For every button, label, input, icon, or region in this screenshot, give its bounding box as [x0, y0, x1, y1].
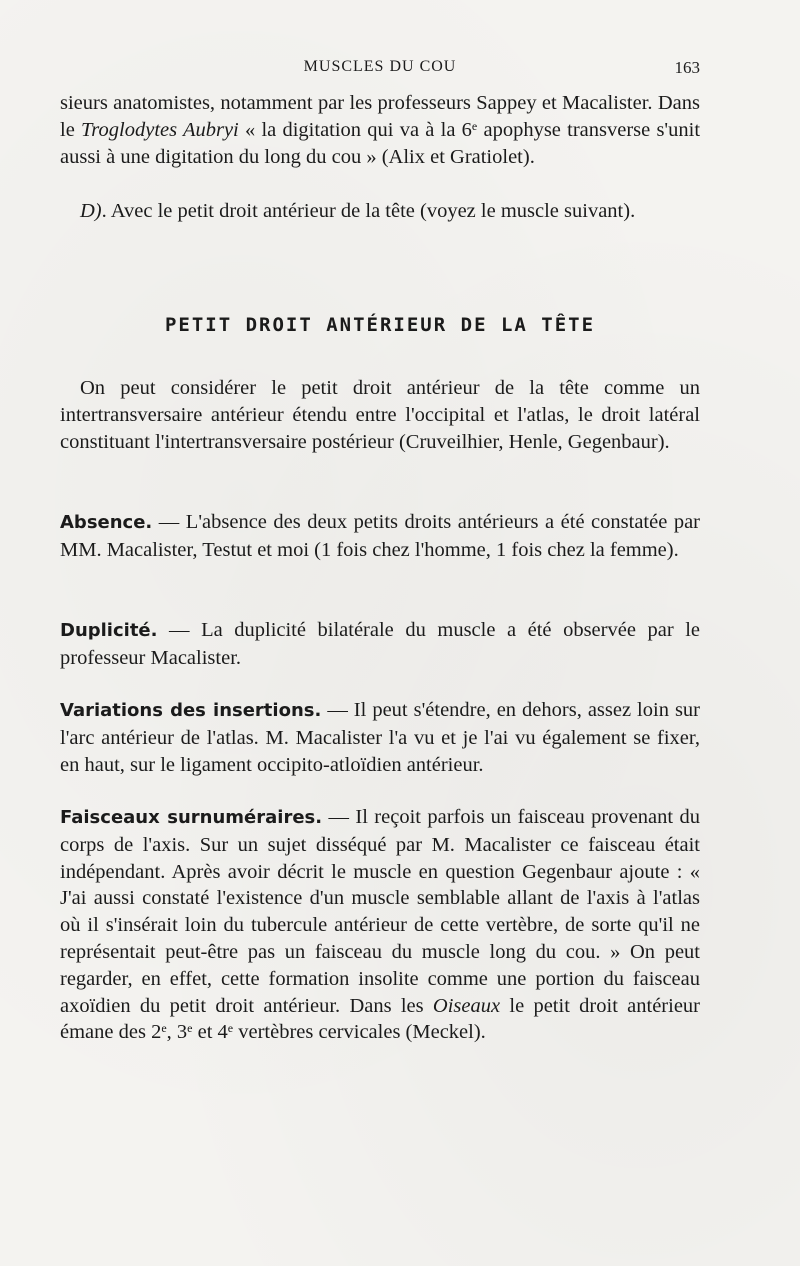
- text-run: et 4: [192, 1021, 228, 1044]
- run-in-heading: Absence.: [60, 512, 153, 533]
- superscript: e: [161, 1021, 167, 1036]
- text-run: « la digitation qui va à la 6: [238, 118, 472, 141]
- run-in-heading: Variations des insertions.: [60, 700, 322, 721]
- text-run: apophyse transverse s'unit aussi à une digitation du long du cou » (Alix et Gratiolet).: [60, 118, 701, 168]
- run-in-heading: Faisceaux surnuméraires.: [60, 807, 323, 828]
- run-in-heading: Duplicité.: [60, 620, 158, 641]
- section-title: PETIT DROIT ANTÉRIEUR DE LA TÊTE: [164, 314, 596, 336]
- text-run: vertèbres cervicales (Meckel).: [233, 1021, 486, 1044]
- running-title: MUSCLES DU COU: [303, 58, 457, 75]
- duplicite-paragraph: [60, 617, 700, 672]
- taxon-name: Oiseaux: [432, 994, 501, 1017]
- intro-paragraph: On peut considérer le petit droit antérieur de la tête comme un intertransversaire antérieur étendu entre l'occipital et l'atlas, le droit latéral constituant l'intertransversaire postérieur (Cruveilhier, Henle, Gegenbaur).: [60, 377, 700, 453]
- page-number: 163: [674, 58, 700, 77]
- absence-paragraph: [60, 509, 700, 564]
- superscript: e: [227, 1021, 234, 1036]
- variations-paragraph: [60, 697, 700, 778]
- text-run: — La duplicité bilatérale du muscle a été observée par le professeur Macalister.: [60, 619, 700, 669]
- paragraph-d: [60, 198, 700, 225]
- list-label: D): [80, 200, 102, 222]
- text-run: , 3: [166, 1021, 188, 1044]
- superscript: e: [471, 118, 478, 133]
- paragraph-continued: [60, 90, 700, 170]
- text-run: — L'absence des deux petits droits antérieurs a été constatée par MM. Macalister, Testut et moi (1 fois chez l'homme, 1 fois chez la femme).: [60, 511, 700, 561]
- text-run: . Avec le petit droit antérieur de la tête (voyez le muscle suivant).: [101, 200, 636, 222]
- superscript: e: [187, 1021, 193, 1036]
- faisceaux-paragraph: [60, 804, 700, 1046]
- species-name: Troglodytes Aubryi: [81, 118, 239, 141]
- page-header: [60, 58, 700, 82]
- text-run: — Il reçoit parfois un faisceau provenant du corps de l'axis. Sur un sujet disséqué par M. Macalister ce faisceau était indépendant. Après avoir décrit le muscle en question Gegenbaur ajoute : « J'ai aussi constaté l'existence d'un muscle semblable allant de l'axis à l'atlas où il s'insérait loin du tubercule antérieur de cette vertèbre, de sorte qu'il ne représentait peut-être pas un faisceau du muscle long du cou. » On peut regarder, en effet, cette formation insolite comme une portion du faisceau axoïdien du petit droit antérieur. Dans les: [60, 806, 700, 1017]
- text-run: le petit droit antérieur émane des 2: [60, 994, 701, 1044]
- text-run: — Il peut s'étendre, en dehors, assez loin sur l'arc antérieur de l'atlas. M. Macalister l'a vu et je l'ai vu également se fixer, en haut, sur le ligament occipito-atloïdien antérieur.: [60, 699, 700, 776]
- text-run: sieurs anatomistes, notamment par les professeurs Sappey et Macalister. Dans le: [60, 92, 700, 141]
